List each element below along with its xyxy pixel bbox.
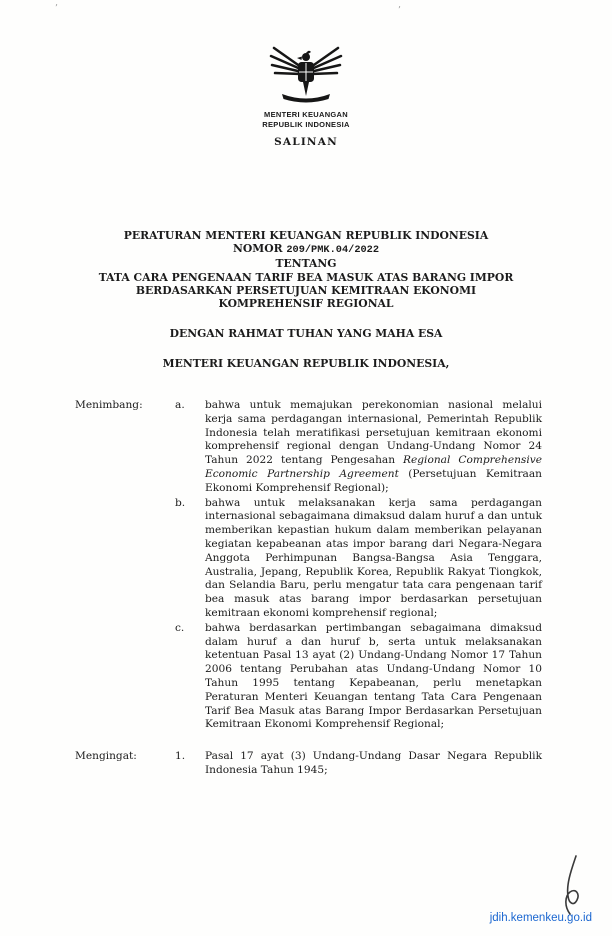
consideration-paragraph-a bbox=[205, 399, 542, 496]
garuda-emblem-icon bbox=[269, 40, 343, 106]
consideration-paragraph-c: bahwa berdasarkan pertimbangan sebagaimana dimaksud dalam huruf a dan huruf b, serta untuk melaksanakan ketentuan Pasal 13 ayat (2) Undang-Undang Nomor 17 Tahun 2006 tentang Perubahan atas Undang-Undang Nomor 10 Tahun 1995 tentang Kepabeanan, perlu menetapkan Peraturan Menteri Keuangan tentang Tata Cara Pengenaan Tarif Bea Masuk atas Barang Impor Berdasarkan Persetujuan Kemitraan Ekonomi Komprehensif Regional; bbox=[205, 621, 542, 731]
handwritten-paraph bbox=[552, 854, 586, 918]
ministry-name: MENTERI KEUANGAN bbox=[264, 110, 348, 119]
menimbang-label: Menimbang: bbox=[75, 399, 143, 411]
invocation-line: DENGAN RAHMAT TUHAN YANG MAHA ESA bbox=[169, 327, 443, 340]
regulation-title bbox=[0, 229, 612, 310]
document-body bbox=[75, 399, 542, 778]
label-spacer bbox=[75, 622, 175, 732]
letterhead bbox=[0, 40, 612, 148]
title-number-line bbox=[0, 242, 612, 257]
scan-artifact: ’ bbox=[398, 6, 401, 16]
title-line-1: PERATURAN MENTERI KEUANGAN REPUBLIK INDONESIA bbox=[123, 229, 489, 242]
considerations-section bbox=[75, 399, 542, 732]
subject-line-2: BERDASARKAN PERSETUJUAN KEMITRAAN EKONOMI bbox=[135, 283, 477, 297]
scan-artifact: ’ bbox=[55, 4, 58, 14]
legal-basis-section bbox=[75, 750, 542, 778]
label-spacer bbox=[75, 497, 175, 621]
consideration-marker-c: c. bbox=[175, 621, 185, 634]
jdih-link[interactable]: jdih.kemenkeu.go.id bbox=[489, 912, 592, 924]
tentang-label: TENTANG bbox=[275, 257, 337, 271]
consideration-a-text-1: bahwa untuk memajukan perekonomian nasional melalui kerja sama perdagangan internasional, Pemerintah Republik Indonesia telah meratifikasi persetujuan kemitraan ekonomi komprehensif regional dengan Undang-Undang Nomor 24 Tahun 2022 tentang Pengesahan bbox=[205, 399, 542, 467]
legal-basis-marker-1: 1. bbox=[175, 750, 186, 763]
consideration-paragraph-b: bahwa untuk melaksanakan kerja sama perdagangan internasional sebagaimana dimaksud dalam huruf a dan untuk memberikan kepastian hukum dalam memberikan pelayanan kegiatan kepabeanan atas impor barang dari Negara-Negara Anggota Perhimpunan Bangsa-Bangsa Asia Tenggara, Australia, Jepang, Republik Korea, Republik Rakyat Tiongkok, dan Selandia Baru, perlu mengatur tata cara pengenaan tarif bea masuk atas barang impor berdasarkan persetujuan kemitraan ekonomi komprehensif regional; bbox=[205, 496, 542, 619]
mengingat-label: Mengingat: bbox=[75, 750, 137, 763]
consideration-marker-b: b. bbox=[175, 496, 186, 509]
nomor-label: NOMOR bbox=[232, 242, 287, 256]
nomor-value: 209/PMK.04/2022 bbox=[286, 244, 380, 257]
consideration-a-text-2: (Persetujuan Kemitraan Ekonomi Komprehensif Regional); bbox=[205, 467, 542, 494]
republic-name: REPUBLIK INDONESIA bbox=[262, 119, 350, 129]
copy-label: SALINAN bbox=[274, 136, 338, 148]
consideration-marker-a: a. bbox=[175, 399, 185, 411]
consideration-a-italic: Regional Comprehensive Economic Partnership Agreement bbox=[205, 454, 542, 480]
legal-basis-paragraph-1: Pasal 17 ayat (3) Undang-Undang Dasar Negara Republik Indonesia Tahun 1945; bbox=[205, 750, 542, 776]
subject-line-1: TATA CARA PENGENAAN TARIF BEA MASUK ATAS BARANG IMPOR bbox=[98, 270, 514, 284]
subject-line-3: KOMPREHENSIF REGIONAL bbox=[218, 297, 394, 311]
authority-line: MENTERI KEUANGAN REPUBLIK INDONESIA, bbox=[162, 357, 450, 370]
